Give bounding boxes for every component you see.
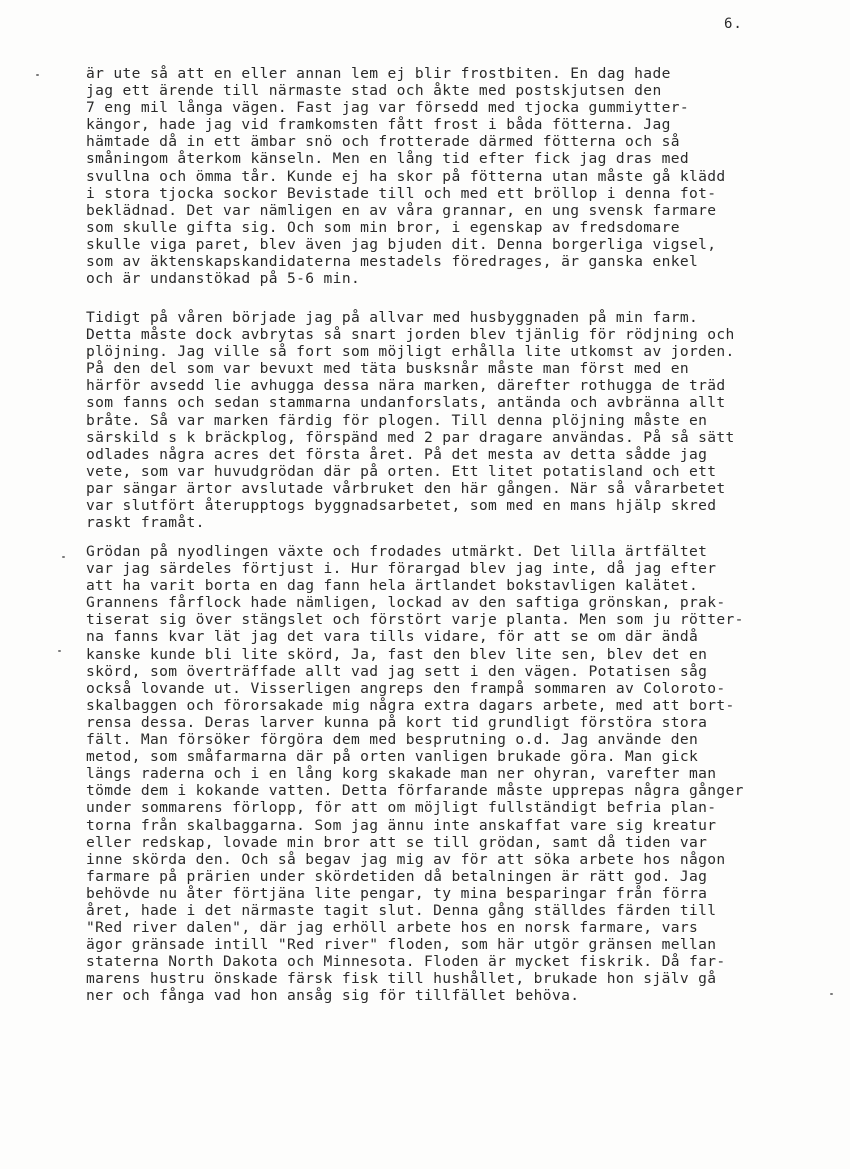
text-line: att ha varit borta en dag fann hela ärtlandet bokstavligen kalätet. bbox=[86, 577, 699, 595]
text-line: tiserat sig över stängslet och förstört varje planta. Men som ju rötter- bbox=[86, 611, 744, 629]
text-line: rensa dessa. Deras larver kunna på kort tid grundligt förstöra stora bbox=[86, 713, 708, 731]
text-line: året, hade i det närmaste tagit slut. Denna gång ställdes färden till bbox=[86, 901, 717, 919]
text-line: småningom återkom känseln. Men en lång tid efter fick jag dras med bbox=[86, 150, 689, 168]
text-line: Grödan på nyodlingen växte och frodades utmärkt. Det lilla ärtfältet bbox=[86, 543, 708, 560]
text-line: plöjning. Jag ville så fort som möjligt erhålla lite utkomst av jorden. bbox=[86, 343, 735, 361]
text-line: metod, som småfarmarna där på orten vanligen brukade göra. Man gick bbox=[86, 748, 699, 766]
text-line: kanske kunde bli lite skörd, Ja, fast den blev lite sen, blev det en bbox=[86, 645, 708, 663]
text-line: beklädnad. Det var nämligen en av våra grannar, en ung svensk farmare bbox=[86, 201, 717, 219]
page-number: 6. bbox=[724, 16, 743, 32]
text-line: inne skörda den. Och så begav jag mig av för att söka arbete hos någon bbox=[86, 850, 726, 868]
text-line: ner och fånga vad hon ansåg sig för tillfället behöva. bbox=[86, 987, 580, 1005]
text-line: 7 eng mil långa vägen. Fast jag var försedd med tjocka gummiytter- bbox=[86, 99, 689, 117]
text-line: är ute så att en eller annan lem ej blir frostbiten. En dag hade bbox=[86, 65, 671, 82]
text-line: som av äktenskapskandidaterna mestadels föredrages, är ganska enkel bbox=[86, 253, 699, 271]
text-line: "Red river dalen", där jag erhöll arbete hos en norsk farmare, vars bbox=[86, 919, 699, 937]
text-line: par sängar ärtor avslutade vårbruket den här gången. När så vårarbetet bbox=[86, 479, 726, 497]
text-line: också lovande ut. Visserligen angreps den frampå sommaren av Coloroto- bbox=[86, 679, 726, 697]
text-line: Tidigt på våren började jag på allvar med husbyggnaden på min farm. bbox=[86, 309, 699, 326]
text-line: var slutfört återupptogs byggnadsarbetet, som med en mans hjälp skred bbox=[86, 497, 717, 515]
text-line: marens hustru önskade färsk fisk till hushållet, brukade hon själv gå bbox=[86, 970, 717, 988]
text-line: längs raderna och i en lång korg skakade man ner ohyran, varefter man bbox=[86, 765, 717, 783]
text-line: Grannens fårflock hade nämligen, lockad av den saftiga grönskan, prak- bbox=[86, 594, 726, 612]
text-line: Detta måste dock avbrytas så snart jorden blev tjänlig för rödjning och bbox=[86, 326, 735, 344]
text-line: och är undanstökad på 5-6 min. bbox=[86, 270, 361, 288]
text-line: skulle viga paret, blev även jag bjuden dit. Denna borgerliga vigsel, bbox=[86, 235, 717, 253]
text-line: som skulle gifta sig. Och som min bror, i egenskap av fredsdomare bbox=[86, 218, 680, 236]
paragraph bbox=[86, 543, 826, 1005]
text-line: torna från skalbaggarna. Som jag ännu inte anskaffat vare sig kreatur bbox=[86, 816, 717, 834]
text-line: hämtade då in ett ämbar snö och frotterade därmed fötterna och så bbox=[86, 133, 680, 151]
text-line: eller redskap, lovade min bror att se till grödan, samt då tiden var bbox=[86, 833, 708, 851]
paragraph bbox=[86, 65, 826, 287]
text-line: odlades några acres det första året. På det mesta av detta sådde jag bbox=[86, 445, 708, 463]
text-line: tömde dem i kokande vatten. Detta förfarande måste upprepas några gånger bbox=[86, 782, 744, 800]
text-line: särskild s k bräckplog, förspänd med 2 par dragare användas. På så sätt bbox=[86, 428, 735, 446]
text-line: På den del som var bevuxt med täta busksnår måste man först med en bbox=[86, 360, 689, 378]
text-line: farmare på prärien under skördetiden då betalningen är rätt god. Jag bbox=[86, 867, 708, 885]
text-line: behövde nu åter förtjäna lite pengar, ty mina besparingar från förra bbox=[86, 884, 708, 902]
text-line: jag ett ärende till närmaste stad och åkte med postskjutsen den bbox=[86, 82, 662, 100]
text-line: raskt framåt. bbox=[86, 514, 205, 532]
paragraph bbox=[86, 309, 826, 531]
text-line: härför avsedd lie avhugga dessa nära marken, därefter rothugga de träd bbox=[86, 377, 726, 395]
text-line: skörd, som överträffade allt vad jag sett i den vägen. Potatisen såg bbox=[86, 662, 708, 680]
scan-speck bbox=[36, 74, 39, 76]
text-line: kängor, hade jag vid framkomsten fått frost i båda fötterna. Jag bbox=[86, 116, 671, 134]
text-line: bråte. Så var marken färdig för plogen. Till denna plöjning måste en bbox=[86, 411, 708, 429]
scan-speck bbox=[830, 993, 833, 995]
text-line: staterna North Dakota och Minnesota. Floden är mycket fiskrik. Då far- bbox=[86, 953, 726, 971]
text-line: som fanns och sedan stammarna undanforslats, antända och avbränna allt bbox=[86, 394, 726, 412]
scan-speck bbox=[58, 650, 61, 652]
text-line: skalbaggen och förorsakade mig några extra dagars arbete, med att bort- bbox=[86, 696, 735, 714]
text-line: under sommarens förlopp, för att om möjligt fullständigt befria plan- bbox=[86, 799, 717, 817]
text-line: vete, som var huvudgrödan där på orten. Ett litet potatisland och ett bbox=[86, 462, 717, 480]
text-line: i stora tjocka sockor Bevistade till och med ett bröllop i denna fot- bbox=[86, 184, 717, 202]
text-line: ägor gränsade intill "Red river" floden, som här utgör gränsen mellan bbox=[86, 936, 717, 954]
scan-speck bbox=[62, 556, 65, 558]
text-line: na fanns kvar lät jag det vara tills vidare, för att se om där ändå bbox=[86, 628, 699, 646]
text-line: var jag särdeles förtjust i. Hur förargad blev jag inte, då jag efter bbox=[86, 560, 717, 578]
text-line: svullna och ömma tår. Kunde ej ha skor på fötterna utan måste gå klädd bbox=[86, 167, 726, 185]
text-line: fält. Man försöker förgöra dem med besprutning o.d. Jag använde den bbox=[86, 731, 699, 749]
